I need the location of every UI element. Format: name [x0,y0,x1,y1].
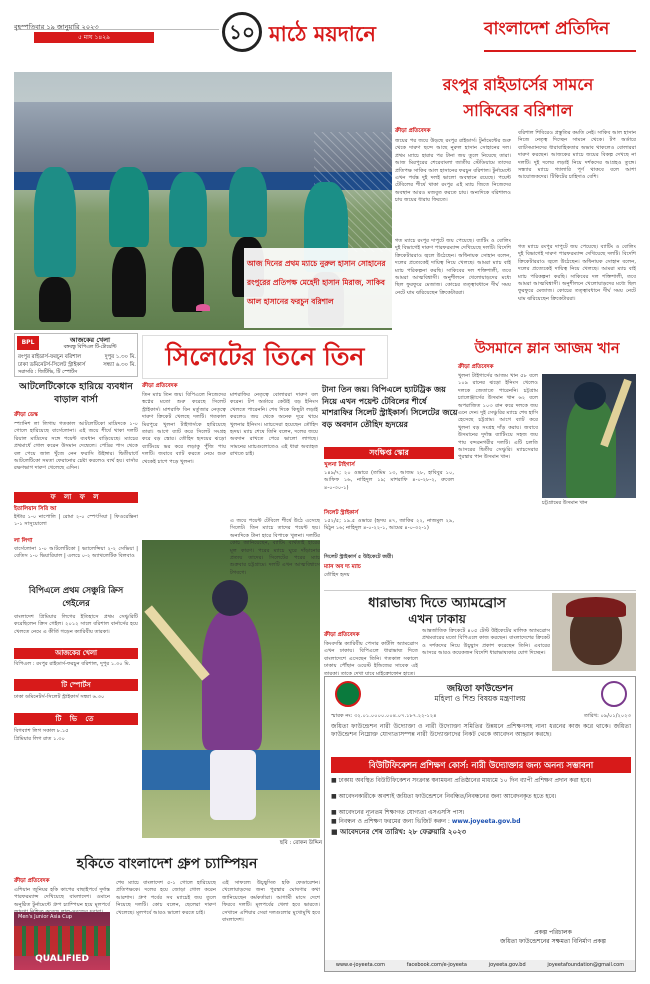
ad-point: ■ আবেদনের ন্যূনতম শিক্ষাগত যোগ্যতা এসএসসি পাস। [331,809,465,816]
lead-caption: আজ দিনের প্রথম ম্যাচে নুরুল হাসান সোহানের রংপুরের প্রতিপক্ষ মেহেদী হাসান মিরাজ, সাকিব আল হাসানের ফরচুন বরিশাল [247,259,386,306]
ad-date: তারিখ: ০৯/০১/২০২৩ [583,713,631,719]
photo-caption-overlay [244,248,392,328]
ad-point: ■ ঢাকায় অবস্থিত বিউটিফিকেশন সংক্রান্ত স্বনামধন্য প্রতিষ্ঠানের মাধ্যমে ১০ দিন ব্যাপী প্রশিক্ষণ প্রদান করা হবে। [331,777,592,784]
ambrose-byline: ক্রীড়া প্রতিবেদক [324,632,360,638]
ad-signer-title: প্রকল্প পরিচালক [534,929,572,936]
logo-text: বাংলাদেশ প্রতিদিন [484,19,610,39]
sylhet-banner [142,335,388,379]
scores-team2-text: ১৫২/৫; ১৯.৫ ওভারে (হৃদয় ৪৭, জাকির ২২, নাজমুল ২৯, মিঠুন ১৬; নাহিদুল ৪-০-২২-১, আমের ৪-০-৩২-১) [324,518,454,532]
ad-point-text: নিবন্ধন ও প্রশিক্ষণ ফরমের জন্য ভিজিট করুন : [338,818,450,825]
osman-photo [542,374,636,498]
ad-point-text: ঢাকায় অবস্থিত বিউটিফিকেশন সংক্রান্ত স্বনামধন্য প্রতিষ্ঠানের মাধ্যমে ১০ দিন ব্যাপী প্রশিক্ষণ প্রদান করা হবে। [338,777,592,784]
footer-email[interactable]: joyeetafoundation@gmail.com [547,962,625,968]
lead-body-col3: বরিশাল শিবিরেও প্রস্তুতির কমতি নেই। সাকিব আল হাসান নিজে নেতৃত্ব দিচ্ছেন সামনে থেকে। টপ অর্ডারে ব্যাটসম্যানদের ধারাবাহিকতার অভাব থাকলেও বোলাররা দারুণ করছেন। আজকের ম্যাচে জয়ের বিকল্প দেখছে না দলটি। দুই দলের লড়াই নিয়ে দর্শকদের আগ্রহও তুঙ্গে। সন্ধ্যার ম্যাচে গ্যালারি পূর্ণ থাকবে বলে আশা আয়োজকদের। টিকিটের চাহিদাও বেশি। [518,130,636,181]
ambrose-cap [566,597,626,617]
scores-result: সিলেট স্ট্রাইকার্স ৫ উইকেটে জয়ী। [324,554,394,560]
player-figure [39,277,71,322]
cone [196,304,210,311]
lead-body-col1: জয়ের পর জয়ে উড়ছে রংপুর রাইডার্স। টুর্নামেন্টের শুরু থেকে দারুণ ছন্দে আছে নুরুল হাসান সোহানের দল। প্রথম ম্যাচে হারার পর টানা জয় তুলে নিয়েছে তারা। আজ মিরপুরের শেরেবাংলা জাতীয় স্টেডিয়ামে তাদের প্রতিপক্ষ সাকিব আল হাসানের ফরচুন বরিশাল। টুর্নামেন্টে এখন পর্যন্ত দুই দলই ভালো অবস্থানে রয়েছে। পয়েন্ট টেবিলের শীর্ষে থাকা রংপুর এই ম্যাচ জিতে নিজেদের অবস্থান আরও মজবুত করতে চায়। অন্যদিকে বরিশালও চায় জয়ের ধারায় ফিরতে। [395,138,511,204]
schedule-time: দুপুর ১.৩০ মি. [104,354,136,360]
joyeeta-logo [601,681,627,707]
schedule-match: রংপুর রাইডার্স-ফরচুন বরিশাল [18,354,82,360]
masthead [14,12,636,62]
atletico-body: স্প্যানিশ লা লিগায় গতকাল আটলেটিকো মাদ্রিদকে ১-০ গোলে হারিয়েছে বার্সেলোনা। এই জয়ে শীর্ষে থাকা দলটি রিয়াল মাদ্রিদের সঙ্গে পয়েন্ট ব্যবধান বাড়িয়েছে। ম্যাচের প্রথমার্ধে গোল করেন উসমান দেম্বেলে। পেদ্রির পাস থেকে বল পেয়ে জাল খুঁজে নেন ফরাসি উইঙ্গার। দ্বিতীয়ার্ধে আটলেটিকো সমতা ফেরানোর চেষ্টা করলেও ব্যর্থ হয়। বার্সার রক্ষণভাগ দারুণ খেলেছে এদিন। [14,421,138,472]
player-figure [229,167,267,237]
schedule-channel: সরাসরি : জিটিভি, টি স্পোর্টস [18,369,78,375]
lead-body-col2: গত ম্যাচে রংপুর দাপুটে জয় পেয়েছে। ব্যাটিং ও বোলিং দুই বিভাগেই দারুণ পারফরম্যান্স দেখিয়েছে দলটি। বিদেশি ক্রিকেটাররাও জ্বলে উঠেছেন। অধিনায়ক সোহান বলেন, দলের প্রত্যেকেই দায়িত্ব নিয়ে খেলছে। আমরা ম্যাচ বাই ম্যাচ পরিকল্পনা করছি। সাকিবের দল শক্তিশালী, তবে আমরা আত্মবিশ্বাসী। অনুশীলনে খেলোয়াড়দের মধ্যে ছিল ফুরফুরে মেজাজ। কোচের তত্ত্বাবধানে দীর্ঘ সময় নেটে ঘাম ঝরিয়েছেন ক্রিকেটাররা। [395,238,511,296]
player-figure [109,167,149,247]
lead-title-line1: রংপুর রাইডার্সের সামনে [442,75,594,94]
osman-byline: ক্রীড়া প্রতিবেদক [458,364,494,370]
page-number [222,12,262,52]
ad-intro: জয়িতা ফাউন্ডেশন নারী উদ্যোক্তা ও নারী উদ্যোক্তা সমিতির উন্নয়নে প্রশিক্ষণসহ নানা ধরনের কাজ করে থাকে। জয়িতা ফাউন্ডেশন নিম্নোক্ত যোগ্যতাসম্পন্ন নারী উদ্যোক্তাদের নিকট থেকে আবেদন আহ্বান করছে। [331,723,631,739]
cricket-photo-caption: ছবি : রোকন উদ্দিন [279,840,322,846]
osman-caption: চট্টগ্রামের উসমান খান [542,500,588,506]
tv-item: ঢাকা ডমিনেটর্স-সিলেট স্ট্রাইকার্স সন্ধ্যা ৬.৩০ [14,694,105,700]
tv-text: বিপিএল : রংপুর রাইডার্স-ফরচুন বরিশাল, দুপুর ১.৩০ মি. [14,661,131,667]
newspaper-logo [484,16,636,52]
schedule-time: সন্ধ্যা ৬.৩০ মি. [103,362,136,368]
ad-point: ■ আবেদনের শেষ তারিখ: ২৮ ফেব্রুয়ারি ২০২৩ [331,828,467,836]
result-text: ইন্টার ১-০ নাপোলি | রোমা ২-০ স্পেৎসিয়া | ফিওরেন্তিনা ১-১ সাসুয়োলো [14,514,138,528]
batsman-helmet [212,580,248,616]
joyeeta-ad [324,676,636,972]
ad-memo: স্মারক নং: ৩২.০১.০০০০.০০৪.০৭.১৮৭.২২-১২৪ [331,713,437,719]
schedule-title: আজকের খেলা [69,336,111,344]
ad-ministry: মহিলা ও শিশু বিষয়ক মন্ত্রণালয় [434,694,526,703]
ad-banner: বিউটিফিকেশন প্রশিক্ষণ কোর্স: নারী উদ্যোক্তার জন্য অনন্য সম্ভাবনা [331,757,631,773]
sylhet-byline: ক্রীড়া প্রতিবেদক [142,383,178,389]
lead-title-line2: সাকিবের বরিশাল [463,101,573,120]
results-box [14,492,138,580]
bpl-logo: BPL [17,336,39,350]
ad-point: ■ নিবন্ধন ও প্রশিক্ষণ ফরমের জন্য ভিজিট করুন : www.joyeeta.gov.bd [331,818,521,825]
lead-photo [14,72,392,330]
scores-team1: খুলনা টাইগার্স [324,462,355,468]
hockey-body-col3: এই সাফল্যে উচ্ছ্বসিত হকি ফেডারেশন। খেলোয়াড়দের জন্য পুরস্কার ঘোষণার কথা জানিয়েছেন কর্মকর্তারা। আগামী মাসে দেশে ফিরবে দলটি। মূলপর্বের খেলা হবে ভারতে। সেখানে এশিয়ার সেরা দলগুলোর মুখোমুখি হবে বাংলাদেশ। [222,880,320,924]
ad-website[interactable]: www.joyeeta.gov.bd [451,818,521,825]
sylhet-body-col1: তিন ম্যাচ তিন জয়। বিপিএলে নিজেদের স্বপ্নের মতো শুরু করেছে সিলেট স্ট্রাইকার্স। মাশরাফি বিন মর্তুজার নেতৃত্বে দারুণ ক্রিকেট খেলছে দলটি। গতকাল মিরপুরে খুলনা টাইগার্সকে হারিয়েছে তারা। আগে ব্যাট করে সিলেট সংগ্রহ করে বড় স্কোর। তৌহিদ হৃদয়ের ঝড়ো ব্যাটিংয়ে ভর করে লড়াকু পুঁজি পায় দলটি। জবাবে ব্যাট করতে নেমে শুরু থেকেই চাপে পড়ে খুলনা। [142,392,226,465]
osman-headline: উসমানে ম্লান আজম খান [474,340,620,357]
page-number-text: ১০ [229,20,255,44]
sylhet-body-col2: মাশরাফির নেতৃত্বে বোলাররা দারুণ বল করেন। টপ অর্ডারে কেউই বড় ইনিংস খেলতে পারেননি। শেষ দিকে কিছুটা লড়াই করলেও জয় থেকে অনেক দূরে থামে খুলনার ইনিংস। ম্যাচসেরা হয়েছেন তৌহিদ হৃদয়। ম্যাচ শেষে তিনি বলেন, দলের জয়ে অবদান রাখতে পেরে ভালো লাগছে। সামনের ম্যাচগুলোতেও এই ধারা অব্যাহত রাখতে চাই। [230,392,318,458]
footer-gov-site[interactable]: joyeeta.gov.bd [488,962,526,968]
osman-figure [566,398,616,498]
osman-helmet [574,382,606,410]
ad-points [331,777,631,889]
atletico-headline: আটলেটিকোকে হারিয়ে ব্যবধান বাড়াল বার্সা [19,381,133,405]
hockey-photo-text: QUALIFIED [35,954,89,964]
hockey-photo-top: Men's Junior Asia Cup [18,914,72,920]
issue-date: বৃহস্পতিবার ১৯ জানুয়ারি ২০২৩ [14,23,99,31]
ad-point-text: আবেদনকারীকে অবশ্যই জয়িতা ফাউন্ডেশনে নিবন্ধিত/নিবন্ধনের জন্য আবেদনকৃত হতে হবে। [338,793,557,800]
tv-item: বিগব্যাশ লিগ সকাল ৮.১৫ [14,728,69,734]
tv-channel: টি স্পোর্টস [14,679,138,691]
tv-channel: টি ভি তে [14,713,138,725]
schedule-sub: বঙ্গবন্ধু বিপিএল টি-টোয়েন্টি [63,345,117,350]
lead-body-col3b: গত ম্যাচে রংপুর দাপুটে জয় পেয়েছে। ব্যাটিং ও বোলিং দুই বিভাগেই দারুণ পারফরম্যান্স দেখিয়েছে দলটি। বিদেশি ক্রিকেটাররাও জ্বলে উঠেছেন। অধিনায়ক সোহান বলেন, দলের প্রত্যেকেই দায়িত্ব নিয়ে খেলছে। আমরা ম্যাচ বাই ম্যাচ পরিকল্পনা করছি। সাকিবের দল শক্তিশালী, তবে আমরা আত্মবিশ্বাসী। অনুশীলনে খেলোয়াড়দের মধ্যে ছিল ফুরফুরে মেজাজ। কোচের তত্ত্বাবধানে দীর্ঘ সময় নেটে ঘাম ঝরিয়েছেন ক্রিকেটাররা। [518,244,636,332]
player-figure [112,247,146,317]
tv-schedule [14,648,138,848]
motm-name: তৌহিদ হৃদয় [324,572,350,578]
hockey-team [14,926,110,956]
hockey-photo [14,912,110,970]
ad-footer [325,960,635,971]
hockey-headline: হকিতে বাংলাদেশ গ্রুপ চ্যাম্পিয়ন [76,856,258,872]
cricket-photo [142,540,320,838]
tv-item: প্রিমিয়ার লিগ রাত ১.৩০ [14,736,65,742]
lead-byline: ক্রীড়া প্রতিবেদক [395,128,431,134]
result-text: বার্সেলোনা ১-০ আটলেটিকো | ভ্যালেন্সিয়া ২-২ সেভিয়া | বেতিস ১-০ ভিয়ারিয়াল | এলচে ০-২ অ্যাথলেটিক বিলবাও [14,546,138,560]
player-figure [34,167,76,277]
bangla-date-badge [34,32,154,43]
gov-logo [335,681,361,707]
batsman-figure [202,610,262,750]
ad-signer: জয়িতা ফাউন্ডেশনের সক্ষমতা বিনির্মাণ প্রকল্প [500,938,606,945]
result-league: লা লিগা [14,538,33,544]
tv-title: আজকের খেলা [14,648,138,659]
scores-team2: সিলেট স্ট্রাইকার্স [324,510,359,516]
gayle-headline: বিপিএলে প্রথম সেঞ্চুরি ক্রিস গেইলের [28,585,124,608]
sylhet-headline: সিলেটের তিনে তিন [165,342,365,371]
schedule-box [14,333,138,377]
osman-body: খুলনা টাইগার্সের আজম খান ৫৮ বলে ১০৯ রানের ঝড়ো ইনিংস খেলেও দলকে জেতাতে পারেননি। চট্টগ্রাম চ্যালেঞ্জার্সের উসমান খান ৬২ বলে অপরাজিত ১০৩ রান করে দলকে জয় এনে দেন। দুই সেঞ্চুরির ম্যাচে শেষ হাসি হেসেছে চট্টগ্রাম। আগে ব্যাট করে খুলনা বড় সংগ্রহ দাঁড় করায়। জবাবে উসমানের দুর্দান্ত ব্যাটিংয়ে সহজ জয় পায় বন্দরনগরীর দলটি। এটি চলতি আসরের দ্বিতীয় সেঞ্চুরি। ম্যাচসেরার পুরস্কার পান উসমান খান। [458,373,538,461]
section-title-text: মাঠে ময়দানে [269,21,376,46]
ad-org: জয়িতা ফাউন্ডেশন [446,684,514,694]
lead-headline [400,72,636,130]
bat [144,605,210,680]
scores-title: সংক্ষিপ্ত স্কোর [324,447,454,459]
bangla-date: ৫ মাঘ ১৪২৯ [77,34,111,41]
sylhet-sidenote: টানা তিন জয়। বিপিএলে হ্যাটট্রিক জয় নিয়ে এখন পয়েন্ট টেবিলের শীর্ষে মাশরাফির সিলেট স্ট্রাইকার্স। সিলেটের জয়ে বড় অবদান তৌহিদ হৃদয়ের [322,384,458,429]
hockey-byline: ক্রীড়া প্রতিবেদক [14,878,50,884]
footer-website[interactable]: www.e-joyeeta.com [335,962,385,968]
ambrose-body-col1: কিংবদন্তি ক্যারিবীয় পেসার কার্টলি অ্যামব্রোস এখন ঢাকায়। বিপিএলে ধারাভাষ্য দিতে বাংলাদেশে এসেছেন তিনি। গতকাল সকালে ঢাকায় পৌঁছান ওয়েস্ট ইন্ডিজের সাবেক এই তারকা। তাকে দেখা যাবে মাইক্রোফোন হাতে। [324,641,418,677]
date-line [14,14,219,30]
schedule-match: ঢাকা ডমিনেটর্স-সিলেট স্ট্রাইকার্স [18,362,86,368]
result-league: ইতালিয়ান সিরি আ [14,506,57,512]
sylhet-body-col3: এ জয়ে পয়েন্ট টেবিলে শীর্ষে উঠে এসেছে সিলেট। তিন ম্যাচে তাদের পয়েন্ট ছয়। অন্যদিকে টানা হারে বিপাকে খুলনা। দলটির কোচ জানিয়েছেন, ব্যাটিং ব্যর্থতাই হারের মূল কারণ। পরের ম্যাচে ঘুরে দাঁড়ানোর প্রত্যয় তাদের। সিলেটের পরের ম্যাচ শুক্রবার চট্টগ্রামে। দলটি এখন আত্মবিশ্বাসে টগবগে। [230,518,320,576]
atletico-byline: ক্রীড়া ডেস্ক [14,412,38,418]
ambrose-photo [552,593,636,671]
hockey-body-col2: শেষ ম্যাচে বাংলাদেশ ৫-১ গোলে হারিয়েছে প্রতিপক্ষকে। দলের হয়ে জোড়া গোল করেন আরশাদ। গ্রুপ পর্বের সব ম্যাচেই জয় তুলে নিয়েছে দলটি। কোচ বলেন, ছেলেরা দারুণ খেলেছে। মূলপর্বে আরও ভালো করতে চাই। [116,880,216,916]
ad-point-text: আবেদনের ন্যূনতম শিক্ষাগত যোগ্যতা এসএসসি পাস। [338,809,465,816]
player-figure [169,172,207,247]
gayle-body: বাংলাদেশ প্রিমিয়ার লিগের ইতিহাসে প্রথম সেঞ্চুরিটি করেছিলেন ক্রিস গেইল। ২০১২ সালে বরিশাল বার্নার্সের হয়ে খেলতে নেমে এ কীর্তি গড়েন ক্যারিবীয় তারকা। [14,614,138,635]
ambrose-title2: এখন ঢাকায় [408,612,466,626]
scores-box [324,447,454,587]
pads [210,750,256,820]
hockey-body-col1: এশিয়ান জুনিয়র হকি কাপের বাছাইপর্বে দুর্দান্ত পারফরম্যান্স দেখিয়েছে বাংলাদেশ। ওমানে অনুষ্ঠিত টুর্নামেন্টে গ্রুপ চ্যাম্পিয়ন হয়ে মূলপর্বে [14,887,110,908]
schedule-row [18,353,136,361]
ambrose-body-col2: আন্তর্জাতিক ক্রিকেটে ৪০৫ টেস্ট উইকেটের মালিক অ্যামব্রোস প্রথমবারের মতো বিপিএলে কাজ করছেন। বাংলাদেশের ক্রিকেট ও দর্শকদের নিয়ে উচ্ছ্বাস প্রকাশ করেছেন তিনি। এবারের আসরে আরও কয়েকজন বিদেশি ধারাভাষ্যকার যোগ দিচ্ছেন। [422,628,550,657]
player-figure [172,247,204,312]
footer-facebook[interactable]: facebook.com/e-joyeeta [406,962,467,968]
section-title [269,18,449,48]
ambrose-title1: ধারাভাষ্য দিতে অ্যামব্রোস [368,595,506,611]
scores-team1-text: ১৪৯/৭; ২০ ওভারে (তামিম ১৩, আজম ২৮, হাবিবুর ১০, আফিফ ১৬, নাহিদুল ১৯; মাশরাফি ৪-০-২৮-২, রুবেল ৪-০-৩০-১) [324,470,454,491]
schedule-row [18,361,136,369]
ad-point: ■ আবেদনকারীকে অবশ্যই জয়িতা ফাউন্ডেশনে নিবন্ধিত/নিবন্ধনের জন্য আবেদনকৃত হতে হবে। [331,793,557,800]
ad-point-text: আবেদনের শেষ তারিখ: ২৮ ফেব্রুয়ারি ২০২৩ [340,828,467,836]
results-title: ফ লা ফ ল [14,492,138,503]
motm-label: ম্যান অব দ্য ম্যাচ [324,564,361,570]
